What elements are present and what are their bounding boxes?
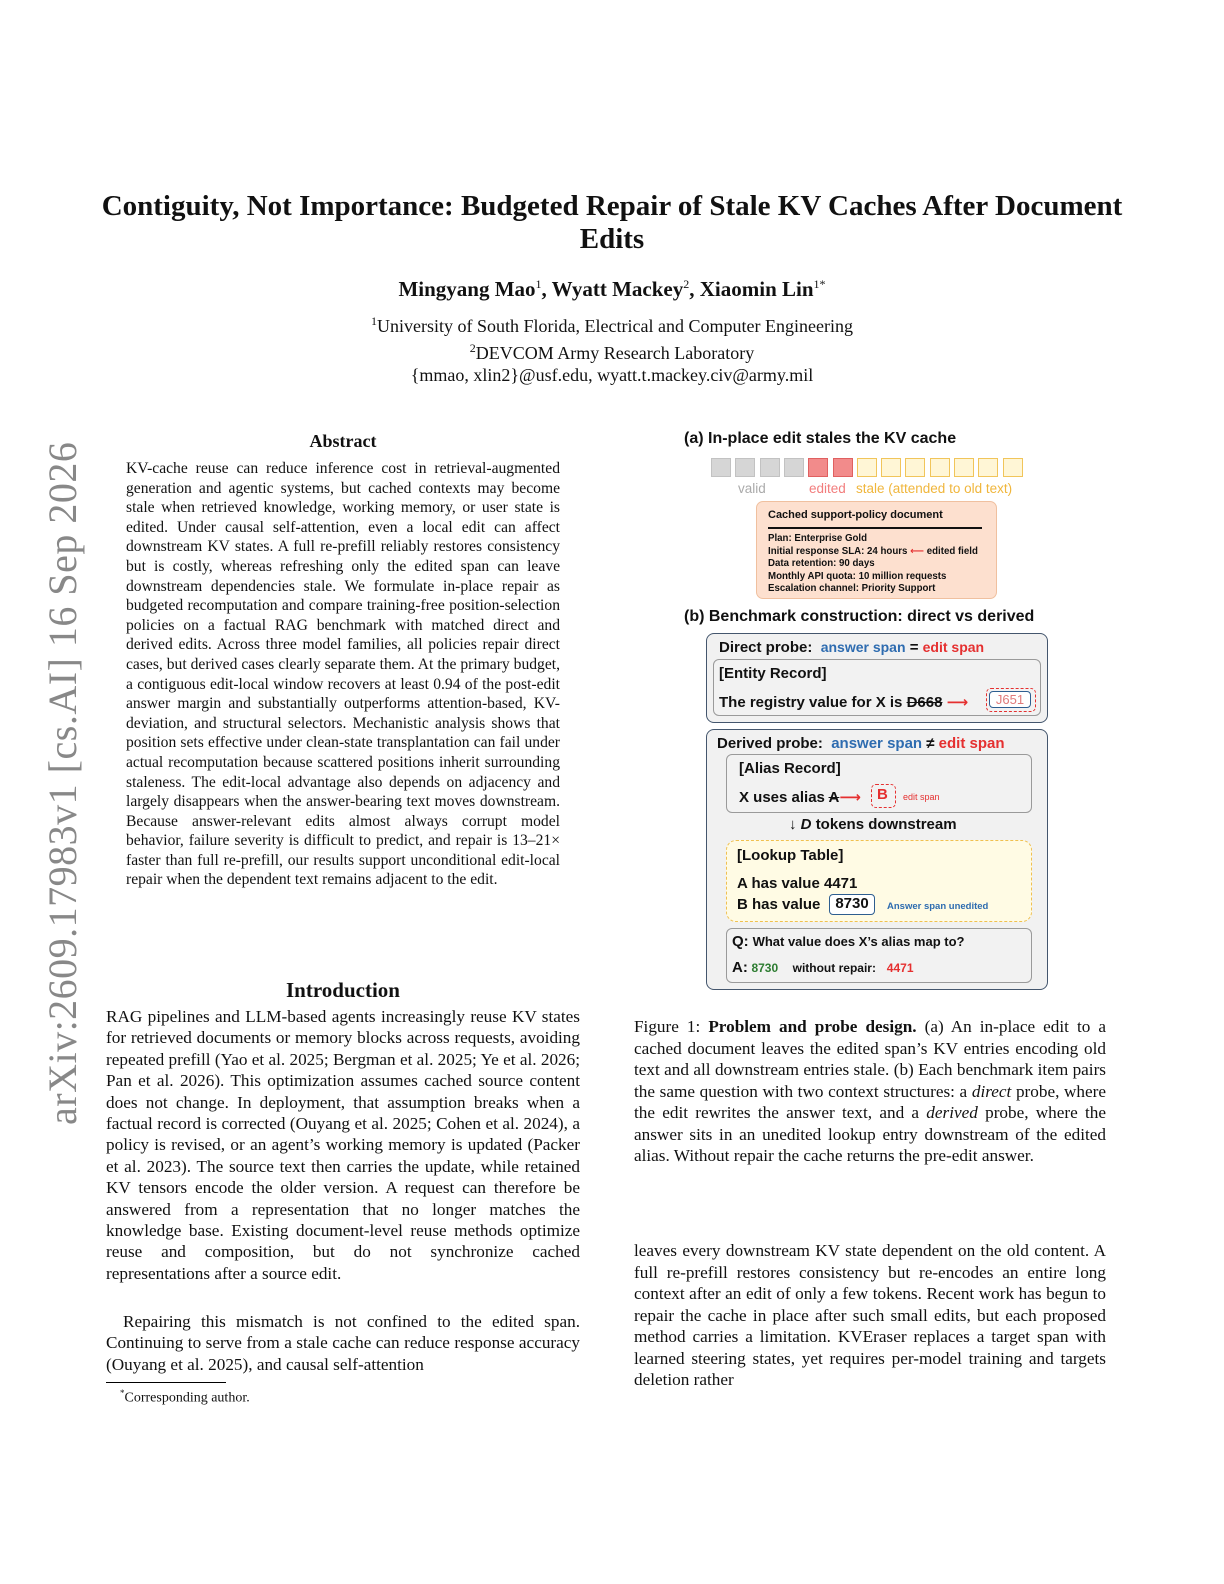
direct-label: Direct probe:	[719, 639, 813, 656]
author-mark: 1	[535, 277, 542, 291]
doc-line-text: Initial response SLA: 24 hours	[768, 545, 908, 557]
equals-sign: =	[909, 639, 919, 656]
affiliation-mark: 1	[371, 314, 378, 328]
doc-line-edited	[768, 546, 978, 559]
answer-line	[732, 959, 914, 976]
author-name: Wyatt Mackey	[551, 277, 684, 301]
affiliation-line	[100, 337, 1124, 364]
old-value: D668	[906, 694, 943, 711]
legend-valid: valid	[738, 481, 766, 496]
b-value-line: B has value	[737, 896, 821, 913]
a-label: A:	[732, 959, 748, 976]
doc-line: Plan: Enterprise Gold	[768, 533, 868, 544]
arrow-right-icon: ⟶	[946, 694, 969, 711]
a-value-line: A has value 4471	[737, 875, 858, 892]
lookup-table-box	[726, 840, 1032, 922]
intro-paragraph-2: Repairing this mismatch is not confined to the edited span. Continuing to serve from a stale cache can reduce response accuracy (Ouyang et al. 2025), and causal self-attention	[106, 1312, 580, 1374]
panel-a-title: (a) In-place edit stales the KV cache	[684, 430, 957, 447]
kv-cell-valid	[760, 458, 780, 477]
downstream-label	[789, 816, 957, 833]
introduction-heading: Introduction	[286, 978, 400, 1002]
footnote-mark: *	[120, 1388, 125, 1398]
caption-italic: derived	[926, 1103, 978, 1122]
answer-span-label: answer span	[820, 639, 906, 655]
arrow-left-icon: ⟵	[910, 545, 925, 557]
alias-text: X uses alias	[739, 789, 825, 806]
new-value: J651	[989, 691, 1031, 708]
registry-line	[719, 693, 968, 711]
legend-edited: edited	[809, 481, 846, 496]
not-equal-sign: ≠	[926, 735, 935, 752]
lookup-table-label: [Lookup Table]	[737, 847, 844, 864]
d-symbol: D	[800, 816, 812, 833]
paper-title: Contiguity, Not Importance: Budgeted Repair of Stale KV Caches After Document Edits	[101, 190, 1123, 255]
caption-text: probe, where the edit rewrites the answer text, and a	[634, 1081, 1106, 1122]
edit-span-label: edit span	[922, 639, 985, 655]
alias-record-box	[726, 754, 1032, 813]
affiliation-text: University of South Florida, Electrical and Computer Engineering	[377, 316, 853, 336]
abstract-heading: Abstract	[309, 431, 377, 451]
question-line	[732, 933, 964, 950]
affiliation-text: DEVCOM Army Research Laboratory	[475, 343, 755, 363]
panel-b-title: (b) Benchmark construction: direct vs derived	[684, 608, 1035, 625]
footnote	[120, 1388, 250, 1407]
kv-cell-stale	[905, 458, 925, 477]
derived-probe-box	[706, 729, 1048, 990]
caption-text: (a) An in-place edit to a cached document leaves the edited span’s KV entries encoding old text and all downstream entries stale. (b) Each benchmark item pairs the same question with two context structures: a	[634, 1017, 1106, 1101]
affiliation-mark: 2	[469, 341, 476, 355]
intro-paragraph-1: RAG pipelines and LLM-based agents increasingly reuse KV states for retrieved documents or memory blocks across requests, avoiding repeated prefill (Yao et al. 2025; Bergman et al. 2025; Ye et al. 2026; Pan et al. 2026). This optimization assumes cached source content does not change. In deployment, that assumption breaks when a factual record is corrected (Ouyang et al. 2025; Cohen et al. 2024), a policy is revised, or an agent’s working memory is updated (Packer et al. 2023). The source text then carries the update, while retained KV tensors encode the older version. A request can therefore be answered from a representation that no longer matches the knowledge base. Existing document-level reuse methods optimize reuse and composition, but do not synchronize cached representations after a source edit.	[106, 1007, 580, 1283]
entity-record-box	[713, 659, 1041, 716]
edit-note: edited field	[926, 545, 978, 557]
direct-probe-box	[706, 633, 1048, 723]
arrow-down-icon: ↓	[789, 816, 797, 833]
figure-1	[634, 425, 1106, 1000]
new-value-marker	[986, 688, 1036, 712]
caption-italic: direct	[971, 1081, 1012, 1101]
alias-new: B	[877, 786, 888, 803]
alias-record-label: [Alias Record]	[739, 760, 841, 777]
doc-line: Escalation channel: Priority Support	[768, 583, 936, 595]
right-column-continuation: leaves every downstream KV state dependent on the old content. A full re-prefill restores consistency but re-encodes an entire long context after an edit of only a few tokens. Recent work has begun to repair the cache in place after such small edits, but each proposed method carries a limitation. KVEraser replaces a target span with learned steering states, yet requires per-model training and targets deletion rather	[634, 1241, 1106, 1389]
arrow-right-icon: ⟶	[839, 789, 861, 806]
direct-probe-header	[719, 639, 984, 656]
affiliation-line	[100, 310, 1124, 337]
unedited-note: Answer span unedited	[887, 901, 989, 912]
author-list: Mingyang Mao$^1$, Wyatt Mackey$^2$, Xiaomin Lin$^{1*}$	[398, 277, 826, 301]
cached-document-card	[756, 501, 997, 599]
registry-text: The registry value for X is	[719, 694, 903, 711]
affiliations	[100, 310, 1124, 386]
footnote-rule	[106, 1382, 226, 1383]
kv-cell-stale	[857, 458, 877, 477]
kv-cell-stale	[978, 458, 998, 477]
alias-line	[739, 788, 861, 806]
downstream-text: tokens downstream	[815, 816, 957, 833]
kv-cell-stale	[930, 458, 950, 477]
b-value: 8730	[829, 894, 875, 915]
author-name: Xiaomin Lin	[699, 277, 814, 301]
alias-new-marker	[871, 784, 896, 808]
doc-line: Monthly API quota: 10 million requests	[768, 570, 947, 582]
edit-span-note: edit span	[903, 792, 940, 802]
kv-cell-stale	[954, 458, 974, 477]
author-mark: 2	[683, 277, 690, 291]
doc-line: Data retention: 90 days	[768, 558, 875, 570]
derived-probe-header	[717, 735, 1005, 752]
derived-label: Derived probe:	[717, 735, 823, 752]
alias-old: A	[828, 789, 840, 806]
entity-record-label: [Entity Record]	[719, 665, 827, 682]
kv-cell-stale	[881, 458, 901, 477]
author-mark: 1*	[813, 277, 826, 291]
q-label: Q:	[732, 933, 749, 950]
figure-caption	[634, 1016, 1106, 1167]
answer-span-label: answer span	[831, 735, 923, 752]
correct-answer: 8730	[751, 961, 779, 975]
kv-cell-edited	[833, 458, 853, 477]
caption-text: probe, where the answer sits in an unedited lookup entry downstream of the edited alias. Without repair the cache returns the pre-edit answer.	[634, 1103, 1107, 1165]
kv-cell-valid	[784, 458, 804, 477]
arxiv-identifier: arXiv:2609.17983v1 [cs.AI] 16 Sep 2026	[40, 441, 85, 1125]
caption-label: Figure 1:	[634, 1017, 701, 1036]
doc-title: Cached support-policy document	[768, 509, 943, 521]
kv-cell-stale	[1003, 458, 1023, 477]
abstract-text: KV-cache reuse can reduce inference cost in retrieval-augmented generation and agentic systems, but cached contexts may become stale when retrieved knowledge, working memory, or user state is edited. Under causal self-attention, even a local edit can affect downstream KV states. A full re-prefill reliably restores consistency but is costly, whereas refreshing only the edited span can leave downstream dependencies stale. We formulate in-place repair as budgeted recomputation and compare training-free position-selection policies on a factual RAG benchmark with matched direct and derived edits. Across three model families, all policies repair direct cases, but derived cases clearly separate them. At the primary budget, a contiguous edit-local window recovers at least 0.94 of the post-edit answer margin and substantially outperforms attention-based, KV-deviation, and structural selectors. Mechanistic analysis shows that position sets effective under clean-state transplantation can fail under actual recomputation because scattered positions inherit surrounding staleness. The edit-local advantage also depends on adjacency and largely disappears when the answer-bearing text moves downstream. Because answer-relevant edits almost always corrupt model behavior, failure severity is difficult to predict, and repair is 13–21× faster than full re-prefill, our results support unconditional edit-local repair when the dependent text remains adjacent to the edit.	[126, 460, 560, 889]
kv-cell-valid	[735, 458, 755, 477]
author-name: Mingyang Mao	[398, 277, 536, 301]
kv-cell-valid	[711, 458, 731, 477]
edit-span-label: edit span	[938, 735, 1005, 752]
without-repair-label: without repair:	[792, 961, 876, 975]
wrong-answer: 4471	[886, 961, 914, 975]
email-line: {mmao, xlin2}@usf.edu, wyatt.t.mackey.civ@army.mil	[410, 365, 814, 385]
footnote-text: Corresponding author.	[124, 1390, 250, 1406]
question-text: What value does X’s alias map to?	[752, 934, 965, 949]
caption-bold: Problem and probe design.	[708, 1017, 917, 1036]
kv-cell-edited	[808, 458, 828, 477]
qa-box	[726, 928, 1032, 983]
doc-rule	[768, 527, 982, 529]
legend-stale: stale (attended to old text)	[856, 481, 1013, 496]
